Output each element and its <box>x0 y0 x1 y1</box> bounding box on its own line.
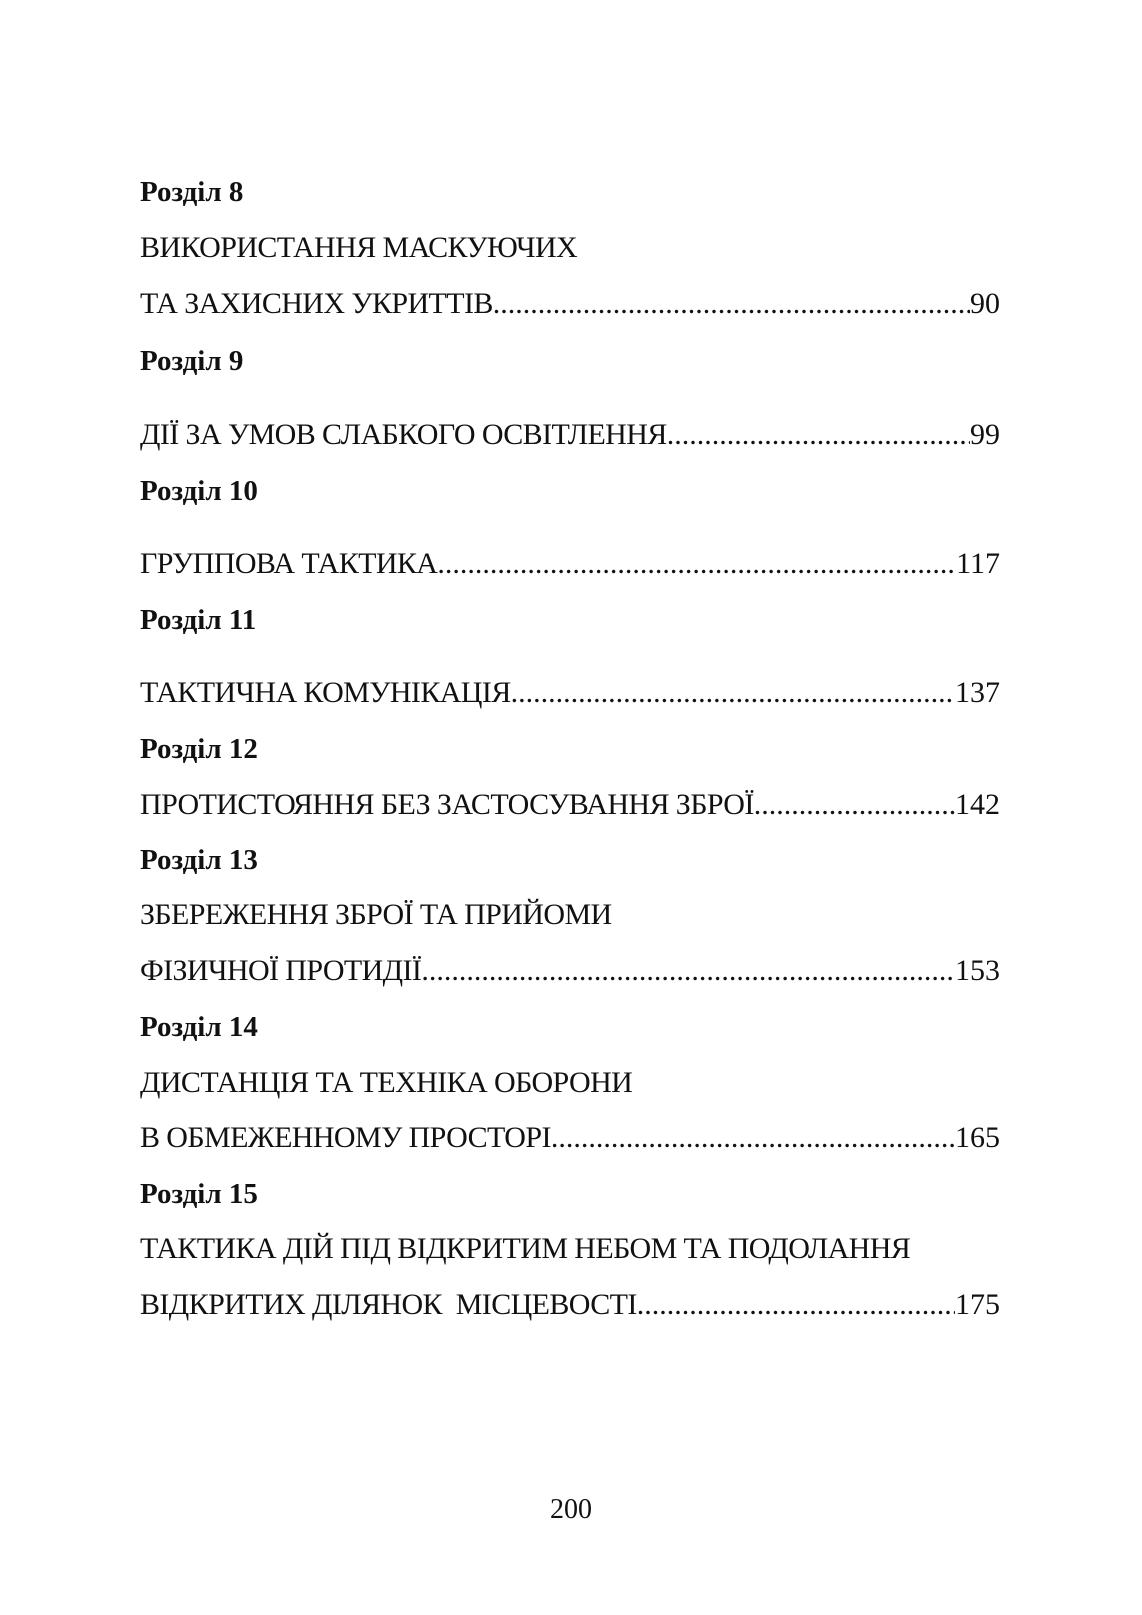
toc-entry-12[interactable] <box>140 785 1000 825</box>
chapter-heading-10: Розділ 10 <box>140 475 258 507</box>
chapter-title-13-line2: ФІЗИЧНОЇ ПРОТИДІЇ <box>140 954 422 987</box>
chapter-title-12: ПРОТИСТОЯННЯ БЕЗ ЗАСТОСУВАННЯ ЗБРОЇ <box>140 788 754 821</box>
toc-entry-15[interactable] <box>140 1285 1000 1325</box>
toc-entry-11[interactable] <box>140 673 1000 713</box>
toc-entry-14[interactable] <box>140 1118 1000 1158</box>
dot-leader <box>551 1118 955 1158</box>
page-ref-11: 137 <box>955 676 1000 709</box>
dot-leader <box>511 673 955 713</box>
chapter-title-11: ТАКТИЧНА КОМУНІКАЦІЯ <box>140 676 511 709</box>
chapter-title-14-line2: В ОБМЕЖЕННОМУ ПРОСТОРІ <box>140 1121 551 1154</box>
page-ref-12: 142 <box>955 788 1000 821</box>
toc-entry-9[interactable] <box>140 415 1000 455</box>
toc-entry-13[interactable] <box>140 951 1000 991</box>
page-ref-9: 99 <box>970 418 1000 451</box>
toc-entry-10[interactable] <box>140 544 1000 584</box>
chapter-title-9: ДІЇ ЗА УМОВ СЛАБКОГО ОСВІТЛЕННЯ <box>140 418 667 451</box>
page-ref-10: 117 <box>956 547 1000 580</box>
chapter-title-14-line1: ДИСТАНЦІЯ ТА ТЕХНІКА ОБОРОНИ <box>140 1066 633 1099</box>
chapter-title-8-line1: ВИКОРИСТАННЯ МАСКУЮЧИХ <box>140 231 578 264</box>
chapter-heading-14: Розділ 14 <box>140 1011 258 1043</box>
page-ref-8: 90 <box>970 287 1000 320</box>
chapter-title-13-line1: ЗБЕРЕЖЕННЯ ЗБРОЇ ТА ПРИЙОМИ <box>140 898 612 931</box>
chapter-heading-8: Розділ 8 <box>140 176 244 208</box>
chapter-title-8-line2: ТА ЗАХИСНИХ УКРИТТІВ <box>140 287 493 320</box>
chapter-title-15-line2: ВІДКРИТИХ ДІЛЯНОК МІСЦЕВОСТІ <box>140 1288 637 1321</box>
chapter-heading-13: Розділ 13 <box>140 844 258 876</box>
page-ref-15: 175 <box>955 1288 1000 1321</box>
dot-leader <box>667 415 970 455</box>
dot-leader <box>421 951 955 991</box>
chapter-heading-12: Розділ 12 <box>140 733 258 765</box>
chapter-heading-15: Розділ 15 <box>140 1178 258 1210</box>
dot-leader <box>754 785 955 825</box>
page-ref-13: 153 <box>955 954 1000 987</box>
page-ref-14: 165 <box>955 1121 1000 1154</box>
page-number: 200 <box>550 1494 592 1525</box>
chapter-heading-9: Розділ 9 <box>140 345 244 377</box>
chapter-title-15-line1: ТАКТИКА ДІЙ ПІД ВІДКРИТИМ НЕБОМ ТА ПОДОЛАННЯ <box>140 1232 911 1265</box>
dot-leader <box>637 1285 955 1325</box>
chapter-heading-11: Розділ 11 <box>140 604 257 636</box>
dot-leader <box>437 544 956 584</box>
dot-leader <box>493 284 970 324</box>
chapter-title-10: ГРУППОВА ТАКТИКА <box>140 547 438 580</box>
toc-entry-8[interactable] <box>140 284 1000 324</box>
